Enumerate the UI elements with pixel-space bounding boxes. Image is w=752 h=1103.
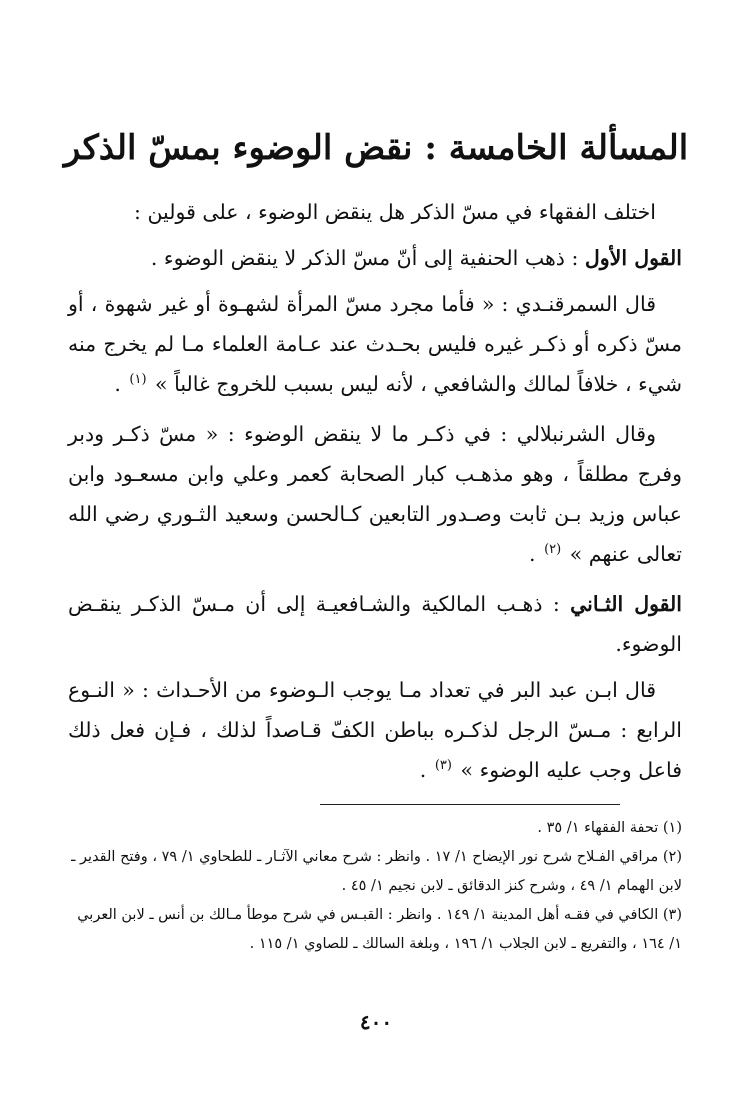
second-opinion-text: : ذهـب المالكية والشـافعيـة إلى أن مـسّ الذكـر ينقـض الوضوء. <box>68 592 682 656</box>
second-opinion-paragraph <box>68 584 682 664</box>
second-opinion-label: القول الثـاني <box>570 592 682 616</box>
ibn-abd-albarr-quote-paragraph: قال ابـن عبد البر في تعداد مـا يوجب الـوضوء من الأحـداث : « النـوع الرابع : مـسّ الرجل لذكـره بباطن الكفّ قـاصداً لذلك ، فـإن فعل ذلك فاعل وجب عليه الوضوء » $^{(٣)}$ . <box>68 678 682 782</box>
footnote-ref-2: (٢) <box>544 542 562 557</box>
intro-paragraph: اختلف الفقهاء في مسّ الذكر هل ينقض الوضوء ، على قولين : <box>134 200 656 224</box>
first-opinion-paragraph <box>68 238 682 278</box>
shurunbulali-quote-paragraph: وقال الشرنبلالي : في ذكـر ما لا ينقض الوضوء : « مسّ ذكـر ودبر وفرج مطلقاً ، وهو مذهـب كبار الصحابة كعمر وعلي وابن مسعـود وابن عباس وزيد بـن ثابت وصـدور التابعين كـالحسن وسعيد الثـوري رضي الله تعالى عنهم » $^{(٢)}$ . <box>68 422 682 566</box>
ibn-abd-albarr-quote: قال ابـن عبد البر في تعداد مـا يوجب الـوضوء من الأحـداث : « النـوع الرابع : مـسّ الرجل لذكـره بباطن الكفّ قـاصداً لذلك ، فـإن فعل ذلك فاعل وجب عليه الوضوء » <box>68 678 682 782</box>
first-opinion-label: القول الأول <box>584 246 682 270</box>
footnote-2: (٢) مراقي الفـلاح شرح نور الإيضاح ١/ ١٧ . وانظر : شرح معاني الآثـار ـ للطحاوي ١/ ٧٩ ، وفتح القدير ـ لابن الهمام ١/ ٤٩ ، وشرح كنز الدقائق ـ لابن نجيم ١/ ٤٥ . <box>71 849 682 894</box>
footnote-ref-3: (٣) <box>434 758 452 773</box>
main-text <box>68 192 682 800</box>
footnote-1: (١) تحفة الفقهاء ١/ ٣٥ . <box>537 820 682 836</box>
samarqandi-quote: قال السمرقنـدي : « فأما مجرد مسّ المرأة لشهـوة أو غير شهوة ، أو مسّ ذكره أو ذكـر غيره فليس بحـدث عند عـامة العلماء مـا لم يخرج منه شيء ، خلافاً لمالك والشافعي ، لأنه ليس بسبب للخروج غالباً » <box>68 292 682 396</box>
footnote-separator <box>320 804 620 805</box>
page-title: المسألة الخامسة : نقض الوضوء بمسّ الذكر <box>63 128 689 168</box>
footnote-3: (٣) الكافي في فقـه أهل المدينة ١/ ١٤٩ . وانظر : القبـس في شرح موطأ مـالك بن أنس ـ لابن العربي ١/ ١٦٤ ، والتفريع ـ لابن الجلاب ١/ ١٩٦ ، وبلغة السالك ـ للصاوي ١/ ١١٥ . <box>77 907 682 952</box>
footnote-ref-1: (١) <box>129 372 147 387</box>
footnotes <box>68 814 682 959</box>
shurunbulali-quote: وقال الشرنبلالي : في ذكـر ما لا ينقض الوضوء : « مسّ ذكـر ودبر وفرج مطلقاً ، وهو مذهـب كبار الصحابة كعمر وعلي وابن مسعـود وابن عباس وزيد بـن ثابت وصـدور التابعين كـالحسن وسعيد الثـوري رضي الله تعالى عنهم » <box>68 422 682 566</box>
first-opinion-text: : ذهب الحنفية إلى أنّ مسّ الذكر لا ينقض الوضوء . <box>150 246 585 270</box>
samarqandi-quote-paragraph: قال السمرقنـدي : « فأما مجرد مسّ المرأة لشهـوة أو غير شهوة ، أو مسّ ذكره أو ذكـر غيره فليس بحـدث عند عـامة العلماء مـا لم يخرج منه شيء ، خلافاً لمالك والشافعي ، لأنه ليس بسبب للخروج غالباً » $^{(١)}$ . <box>68 292 682 396</box>
page-number: ٤٠٠ <box>359 1010 393 1034</box>
